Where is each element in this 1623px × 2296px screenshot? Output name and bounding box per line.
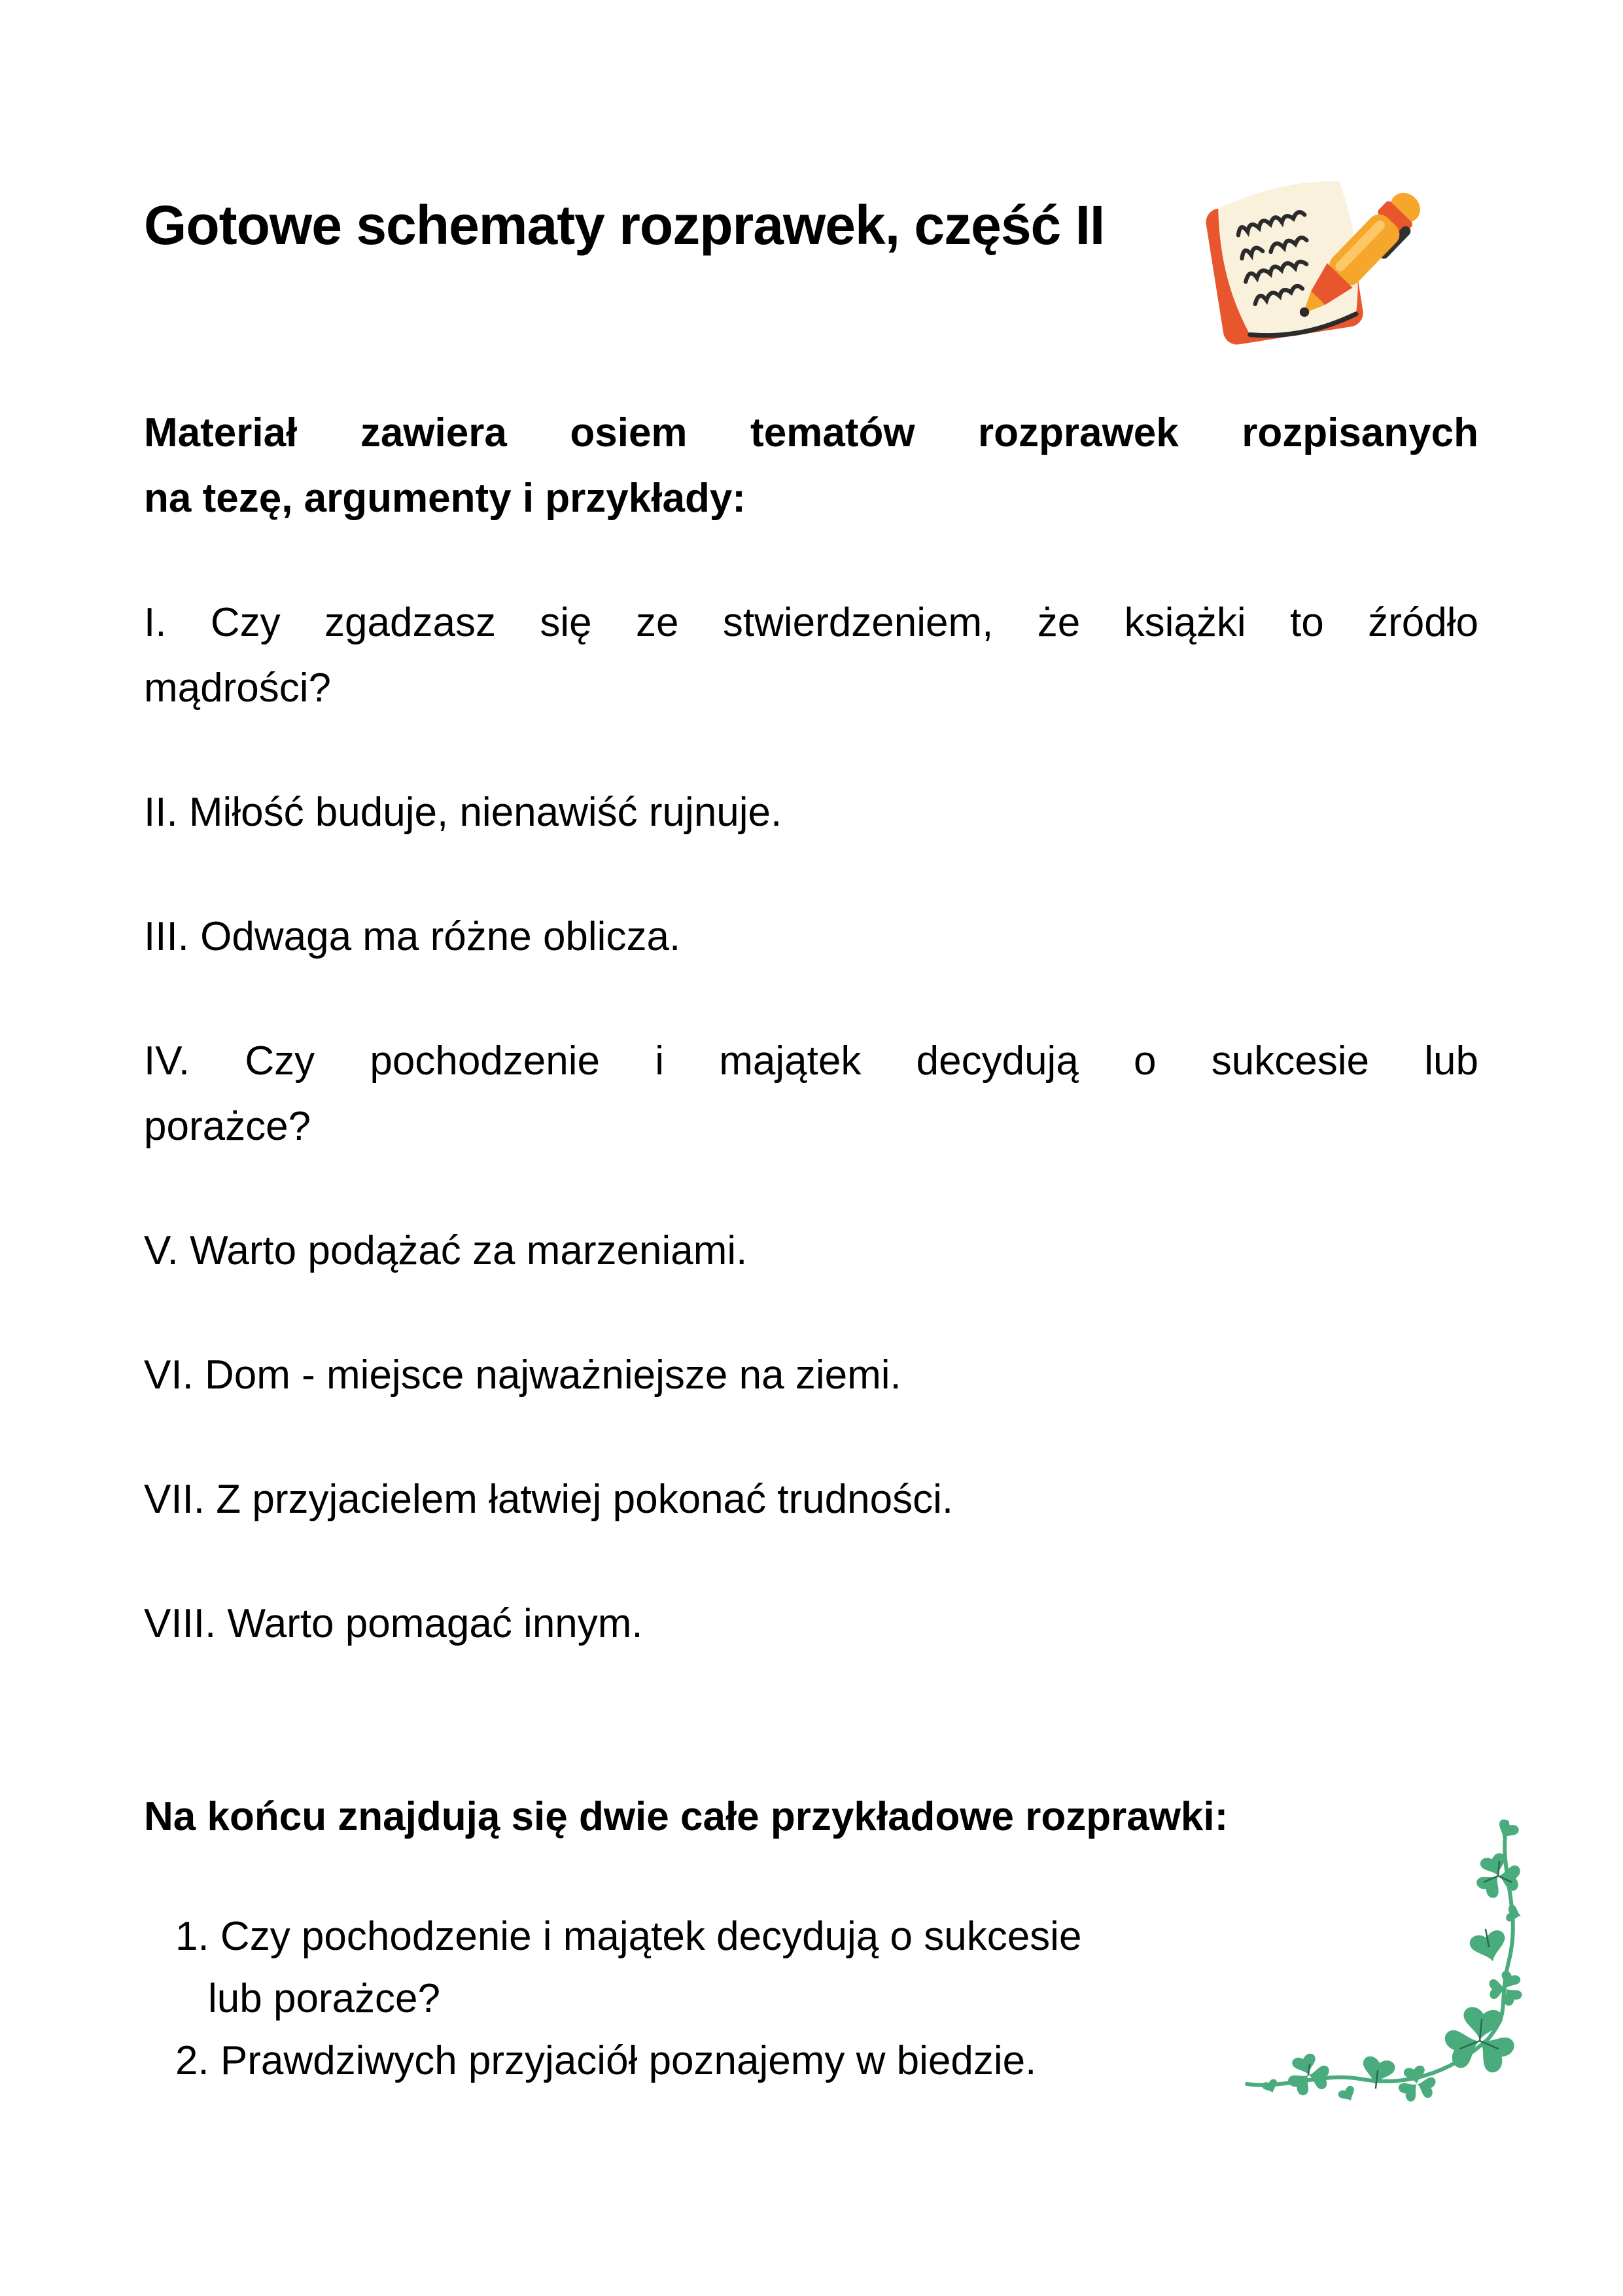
essay-topic-5 bbox=[144, 1218, 1478, 1284]
list-item-2 bbox=[175, 2030, 1478, 2092]
list-item-line: 1. Czy pochodzenie i majątek decydują o sukcesie bbox=[175, 1914, 1082, 1960]
topic-line: I. Czy zgadzasz się ze stwierdzeniem, że książki to źródło bbox=[144, 600, 1478, 646]
page-title: Gotowe schematy rozprawek, część II bbox=[144, 194, 1105, 256]
intro-paragraph bbox=[144, 400, 1478, 531]
topic-line: mądrości? bbox=[144, 665, 331, 711]
topic-line: porażce? bbox=[144, 1104, 311, 1150]
essay-topic-1 bbox=[144, 590, 1478, 721]
intro-line: Materiał zawiera osiem tematów rozprawek rozpisanych bbox=[144, 410, 1478, 456]
essay-topic-4 bbox=[144, 1029, 1478, 1159]
topic-line: V. Warto podążać za marzeniami. bbox=[144, 1228, 748, 1274]
closing-heading: Na końcu znajdują się dwie całe przykładowe rozprawki: bbox=[144, 1794, 1229, 1840]
list-item-1 bbox=[175, 1905, 1478, 2030]
topic-line: II. Miłość buduje, nienawiść rujnuje. bbox=[144, 790, 782, 836]
topic-line: VII. Z przyjacielem łatwiej pokonać trudności. bbox=[144, 1477, 954, 1523]
intro-line: na tezę, argumenty i przykłady: bbox=[144, 476, 746, 521]
topic-line: III. Odwaga ma różne oblicza. bbox=[144, 914, 681, 960]
essay-topic-2 bbox=[144, 780, 1478, 845]
list-item-line: lub porażce? bbox=[208, 1976, 441, 2022]
topic-line: VI. Dom - miejsce najważniejsze na ziemi. bbox=[144, 1352, 901, 1398]
essay-topic-6 bbox=[144, 1343, 1478, 1408]
essay-topic-8 bbox=[144, 1591, 1478, 1657]
example-essays-list bbox=[175, 1905, 1478, 2092]
document-content bbox=[144, 0, 1478, 2092]
essay-topic-7 bbox=[144, 1467, 1478, 1532]
topic-line: IV. Czy pochodzenie i majątek decydują o sukcesie lub bbox=[144, 1038, 1478, 1084]
list-item-line: 2. Prawdziwych przyjaciół poznajemy w biedzie. bbox=[175, 2038, 1037, 2084]
topic-line: VIII. Warto pomagać innym. bbox=[144, 1601, 643, 1647]
essay-topic-3 bbox=[144, 904, 1478, 970]
